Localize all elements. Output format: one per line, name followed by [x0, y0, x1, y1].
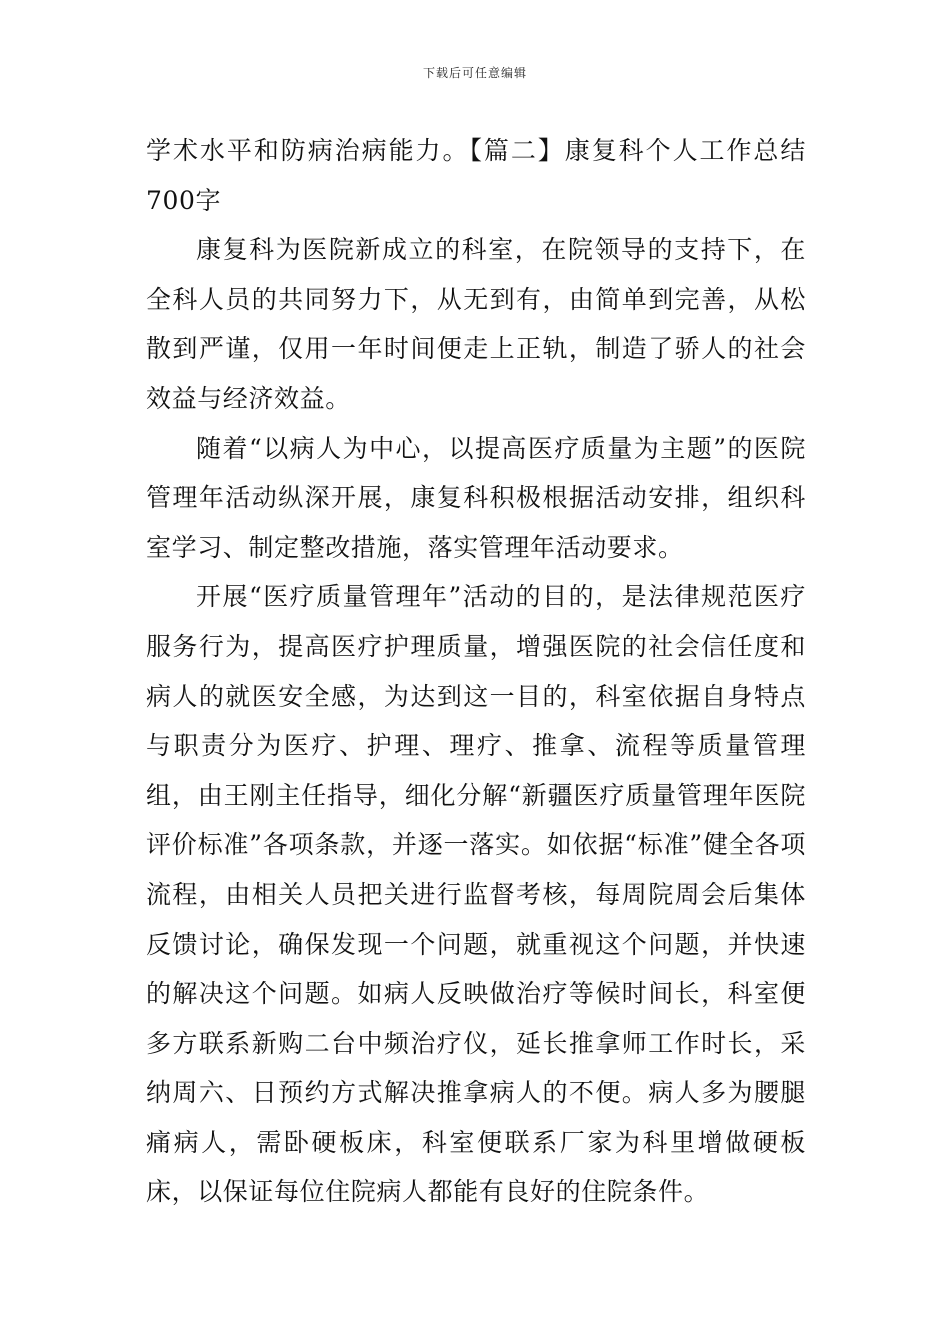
page-header: 下载后可任意编辑	[422, 66, 527, 80]
paragraph-2: 康复科为医院新成立的科室，在院领导的支持下，在全科人员的共同努力下，从无到有，由简单到完善，从松散到严谨，仅用一年时间便走上正轨，制造了骄人的社会效益与经济效益。	[146, 235, 806, 413]
document-body	[146, 126, 806, 1217]
paragraph-1: 学术水平和防病治病能力。【篇二】康复科个人工作总结700字	[146, 136, 806, 215]
paragraph-3: 随着“以病人为中心，以提高医疗质量为主题”的医院管理年活动纵深开展，康复科积极根据活动安排，组织科室学习、制定整改措施，落实管理年活动要求。	[146, 433, 806, 562]
paragraph-4: 开展“医疗质量管理年”活动的目的，是法律规范医疗服务行为，提高医疗护理质量，增强医院的社会信任度和病人的就医安全感，为达到这一目的，科室依据自身特点与职责分为医疗、护理、理疗、推拿、流程等质量管理组，由王刚主任指导，细化分解“新疆医疗质量管理年医院评价标准”各项条款，并逐一落实。如依据“标准”健全各项流程，由相关人员把关进行监督考核，每周院周会后集体反馈讨论，确保发现一个问题，就重视这个问题，并快速的解决这个问题。如病人反映做治疗等候时间长，科室便多方联系新购二台中频治疗仪，延长推拿师工作时长，采纳周六、日预约方式解决推拿病人的不便。病人多为腰腿痛病人，需卧硬板床，科室便联系厂家为科里增做硬板床，以保证每位住院病人都能有良好的住院条件。	[146, 582, 806, 1207]
